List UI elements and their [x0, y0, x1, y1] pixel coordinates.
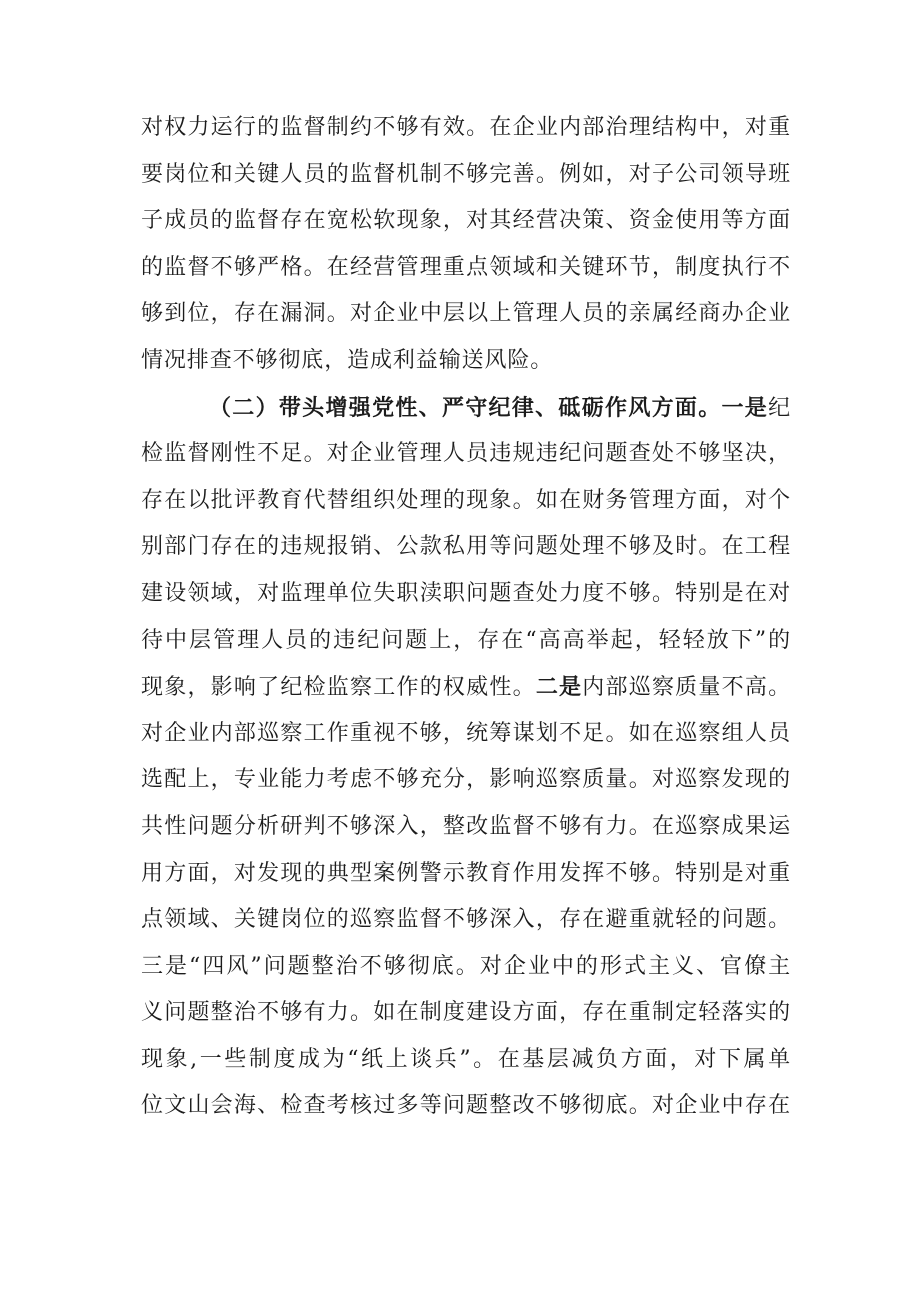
- text-line: 对企业内部巡察工作重视不够，统筹谋划不足。如在巡察组人员: [141, 720, 791, 746]
- text-line: 存在以批评教育代替组织处理的现象。如在财务管理方面，对个: [141, 487, 791, 513]
- section-heading: （二）带头增强党性、严守纪律、砥砺作风方面。一是: [209, 394, 769, 421]
- text-line: 现象，影响了纪检监察工作的权威性。二是内部巡察质量不高。: [141, 674, 791, 701]
- text-line: 位文山会海、检查考核过多等问题整改不够彻底。对企业中存在: [141, 1093, 791, 1119]
- text-line: 三是“四风”问题整治不够彻底。对企业中的形式主义、官僚主: [141, 953, 791, 979]
- text-line: 子成员的监督存在宽松软现象，对其经营决策、资金使用等方面: [141, 208, 791, 234]
- text-line: 对权力运行的监督制约不够有效。在企业内部治理结构中，对重: [141, 115, 791, 140]
- document-body: [141, 105, 791, 1130]
- text-line: 检监督刚性不足。对企业管理人员违规违纪问题查处不够坚决，: [141, 441, 791, 467]
- text-line: 的监督不够严格。在经营管理重点领域和关键环节，制度执行不: [141, 254, 791, 280]
- text-line: 要岗位和关键人员的监督机制不够完善。例如，对子公司领导班: [141, 161, 791, 187]
- text-line: 共性问题分析研判不够深入，整改监督不够有力。在巡察成果运: [141, 813, 791, 839]
- text-line: 别部门存在的违规报销、公款私用等问题处理不够及时。在工程: [141, 534, 791, 560]
- text-line: 建设领域，对监理单位失职渎职问题查处力度不够。特别是在对: [141, 580, 791, 606]
- bold-marker: 二是: [535, 674, 583, 701]
- text-line: 选配上，专业能力考虑不够充分，影响巡察质量。对巡察发现的: [141, 767, 791, 793]
- text-line: 义问题整治不够有力。如在制度建设方面，存在重制定轻落实的: [141, 1000, 791, 1026]
- text-line: 待中层管理人员的违纪问题上，存在“高高举起，轻轻放下”的: [141, 627, 791, 653]
- text-line: 现象,一些制度成为“纸上谈兵”。在基层减负方面，对下属单: [141, 1046, 791, 1072]
- text-line: 情况排查不够彻底，造成利益输送风险。: [141, 347, 554, 373]
- text-line: 用方面，对发现的典型案例警示教育作用发挥不够。特别是对重: [141, 860, 791, 886]
- section-heading-line: （二）带头增强党性、严守纪律、砥砺作风方面。一是纪: [209, 394, 791, 421]
- text-line: 点领域、关键岗位的巡察监督不够深入，存在避重就轻的问题。: [141, 907, 791, 933]
- text-line: 够到位，存在漏洞。对企业中层以上管理人员的亲属经商办企业: [141, 301, 791, 327]
